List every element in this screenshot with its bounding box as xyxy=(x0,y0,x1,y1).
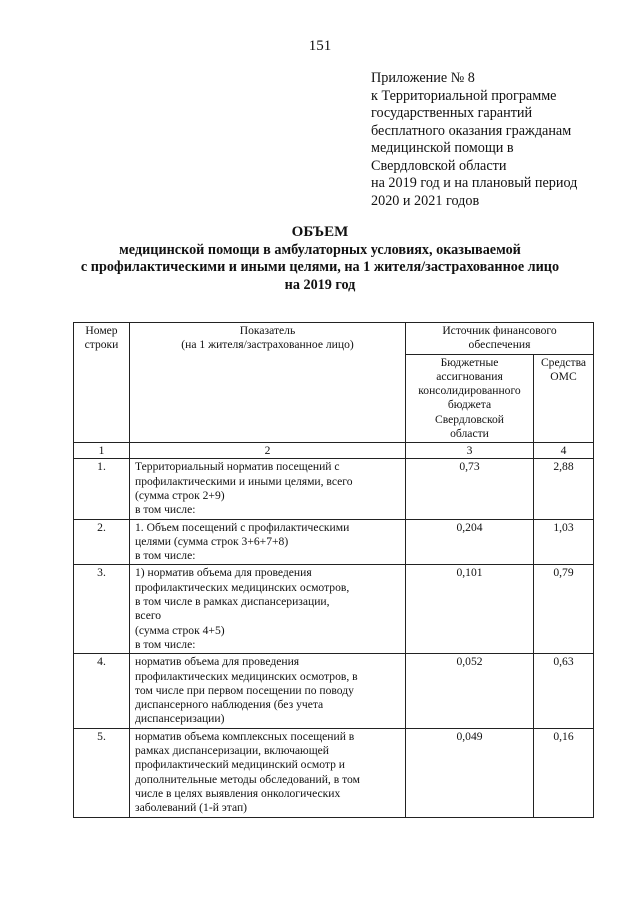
row-budget-value: 0,204 xyxy=(406,519,534,565)
row-budget-value: 0,101 xyxy=(406,565,534,654)
row-oms-value: 0,79 xyxy=(534,565,594,654)
title-line: на 2019 год xyxy=(284,276,356,293)
appendix-line: бесплатного оказания гражданам xyxy=(371,122,572,139)
column-number: 3 xyxy=(406,443,534,459)
row-number: 2. xyxy=(74,519,130,565)
appendix-line: медицинской помощи в xyxy=(371,140,514,156)
column-number: 4 xyxy=(534,443,594,459)
row-number: 1. xyxy=(74,459,130,519)
appendix-line: к Территориальной программе xyxy=(371,87,557,104)
appendix-note xyxy=(371,70,621,210)
appendix-line: Приложение № 8 xyxy=(371,70,475,86)
header-oms: Средства ОМС xyxy=(534,354,594,443)
title-line: медицинской помощи в амбулаторных условиях, оказываемой xyxy=(119,241,521,258)
table-row xyxy=(74,565,594,654)
header-indicator: Показатель (на 1 жителя/застрахованное лицо) xyxy=(130,323,406,443)
page-number: 151 xyxy=(308,38,332,54)
row-number: 3. xyxy=(74,565,130,654)
row-indicator: 1) норматив объема для проведения профилактических медицинских осмотров, в том числе в рамках диспансеризации, всего (сумма строк 4+5) в том числе: xyxy=(130,565,406,654)
row-budget-value: 0,052 xyxy=(406,654,534,728)
row-budget-value: 0,049 xyxy=(406,728,534,817)
row-number: 5. xyxy=(74,728,130,817)
title-main: ОБЪЕМ xyxy=(291,224,349,240)
table-row xyxy=(74,728,594,817)
row-indicator: Территориальный норматив посещений с профилактическими и иными целями, всего (сумма строк 2+9) в том числе: xyxy=(130,459,406,519)
appendix-line: государственных гарантий xyxy=(371,105,533,121)
table-row xyxy=(74,654,594,728)
document-title xyxy=(0,224,640,294)
header-funding-source: Источник финансового обеспечения xyxy=(406,323,594,355)
column-number: 2 xyxy=(130,443,406,459)
header-budget: Бюджетные ассигнования консолидированного бюджета Свердловской области xyxy=(406,354,534,443)
row-oms-value: 1,03 xyxy=(534,519,594,565)
table-row xyxy=(74,459,594,519)
header-row-number: Номер строки xyxy=(74,323,130,443)
row-oms-value: 2,88 xyxy=(534,459,594,519)
table-row xyxy=(74,519,594,565)
row-indicator: 1. Объем посещений с профилактическими целями (сумма строк 3+6+7+8) в том числе: xyxy=(130,519,406,565)
appendix-line: Свердловской области xyxy=(371,157,507,174)
row-indicator: норматив объема комплексных посещений в рамках диспансеризации, включающей профилактический медицинский осмотр и дополнительные методы обследований, в том числе в целях выявления онкологических заболеваний (1-й этап) xyxy=(130,728,406,817)
row-oms-value: 0,16 xyxy=(534,728,594,817)
volume-table xyxy=(73,322,594,818)
row-budget-value: 0,73 xyxy=(406,459,534,519)
row-number: 4. xyxy=(74,654,130,728)
title-line: с профилактическими и иными целями, на 1 жителя/застрахованное лицо xyxy=(80,259,560,275)
row-indicator: норматив объема для проведения профилактических медицинских осмотров, в том числе при первом посещении по поводу диспансерного наблюдения (без учета диспансеризации) xyxy=(130,654,406,728)
appendix-line: 2020 и 2021 годов xyxy=(371,192,480,209)
appendix-line: на 2019 год и на плановый период xyxy=(371,175,578,191)
column-numbers-row xyxy=(74,443,594,459)
column-number: 1 xyxy=(74,443,130,459)
row-oms-value: 0,63 xyxy=(534,654,594,728)
